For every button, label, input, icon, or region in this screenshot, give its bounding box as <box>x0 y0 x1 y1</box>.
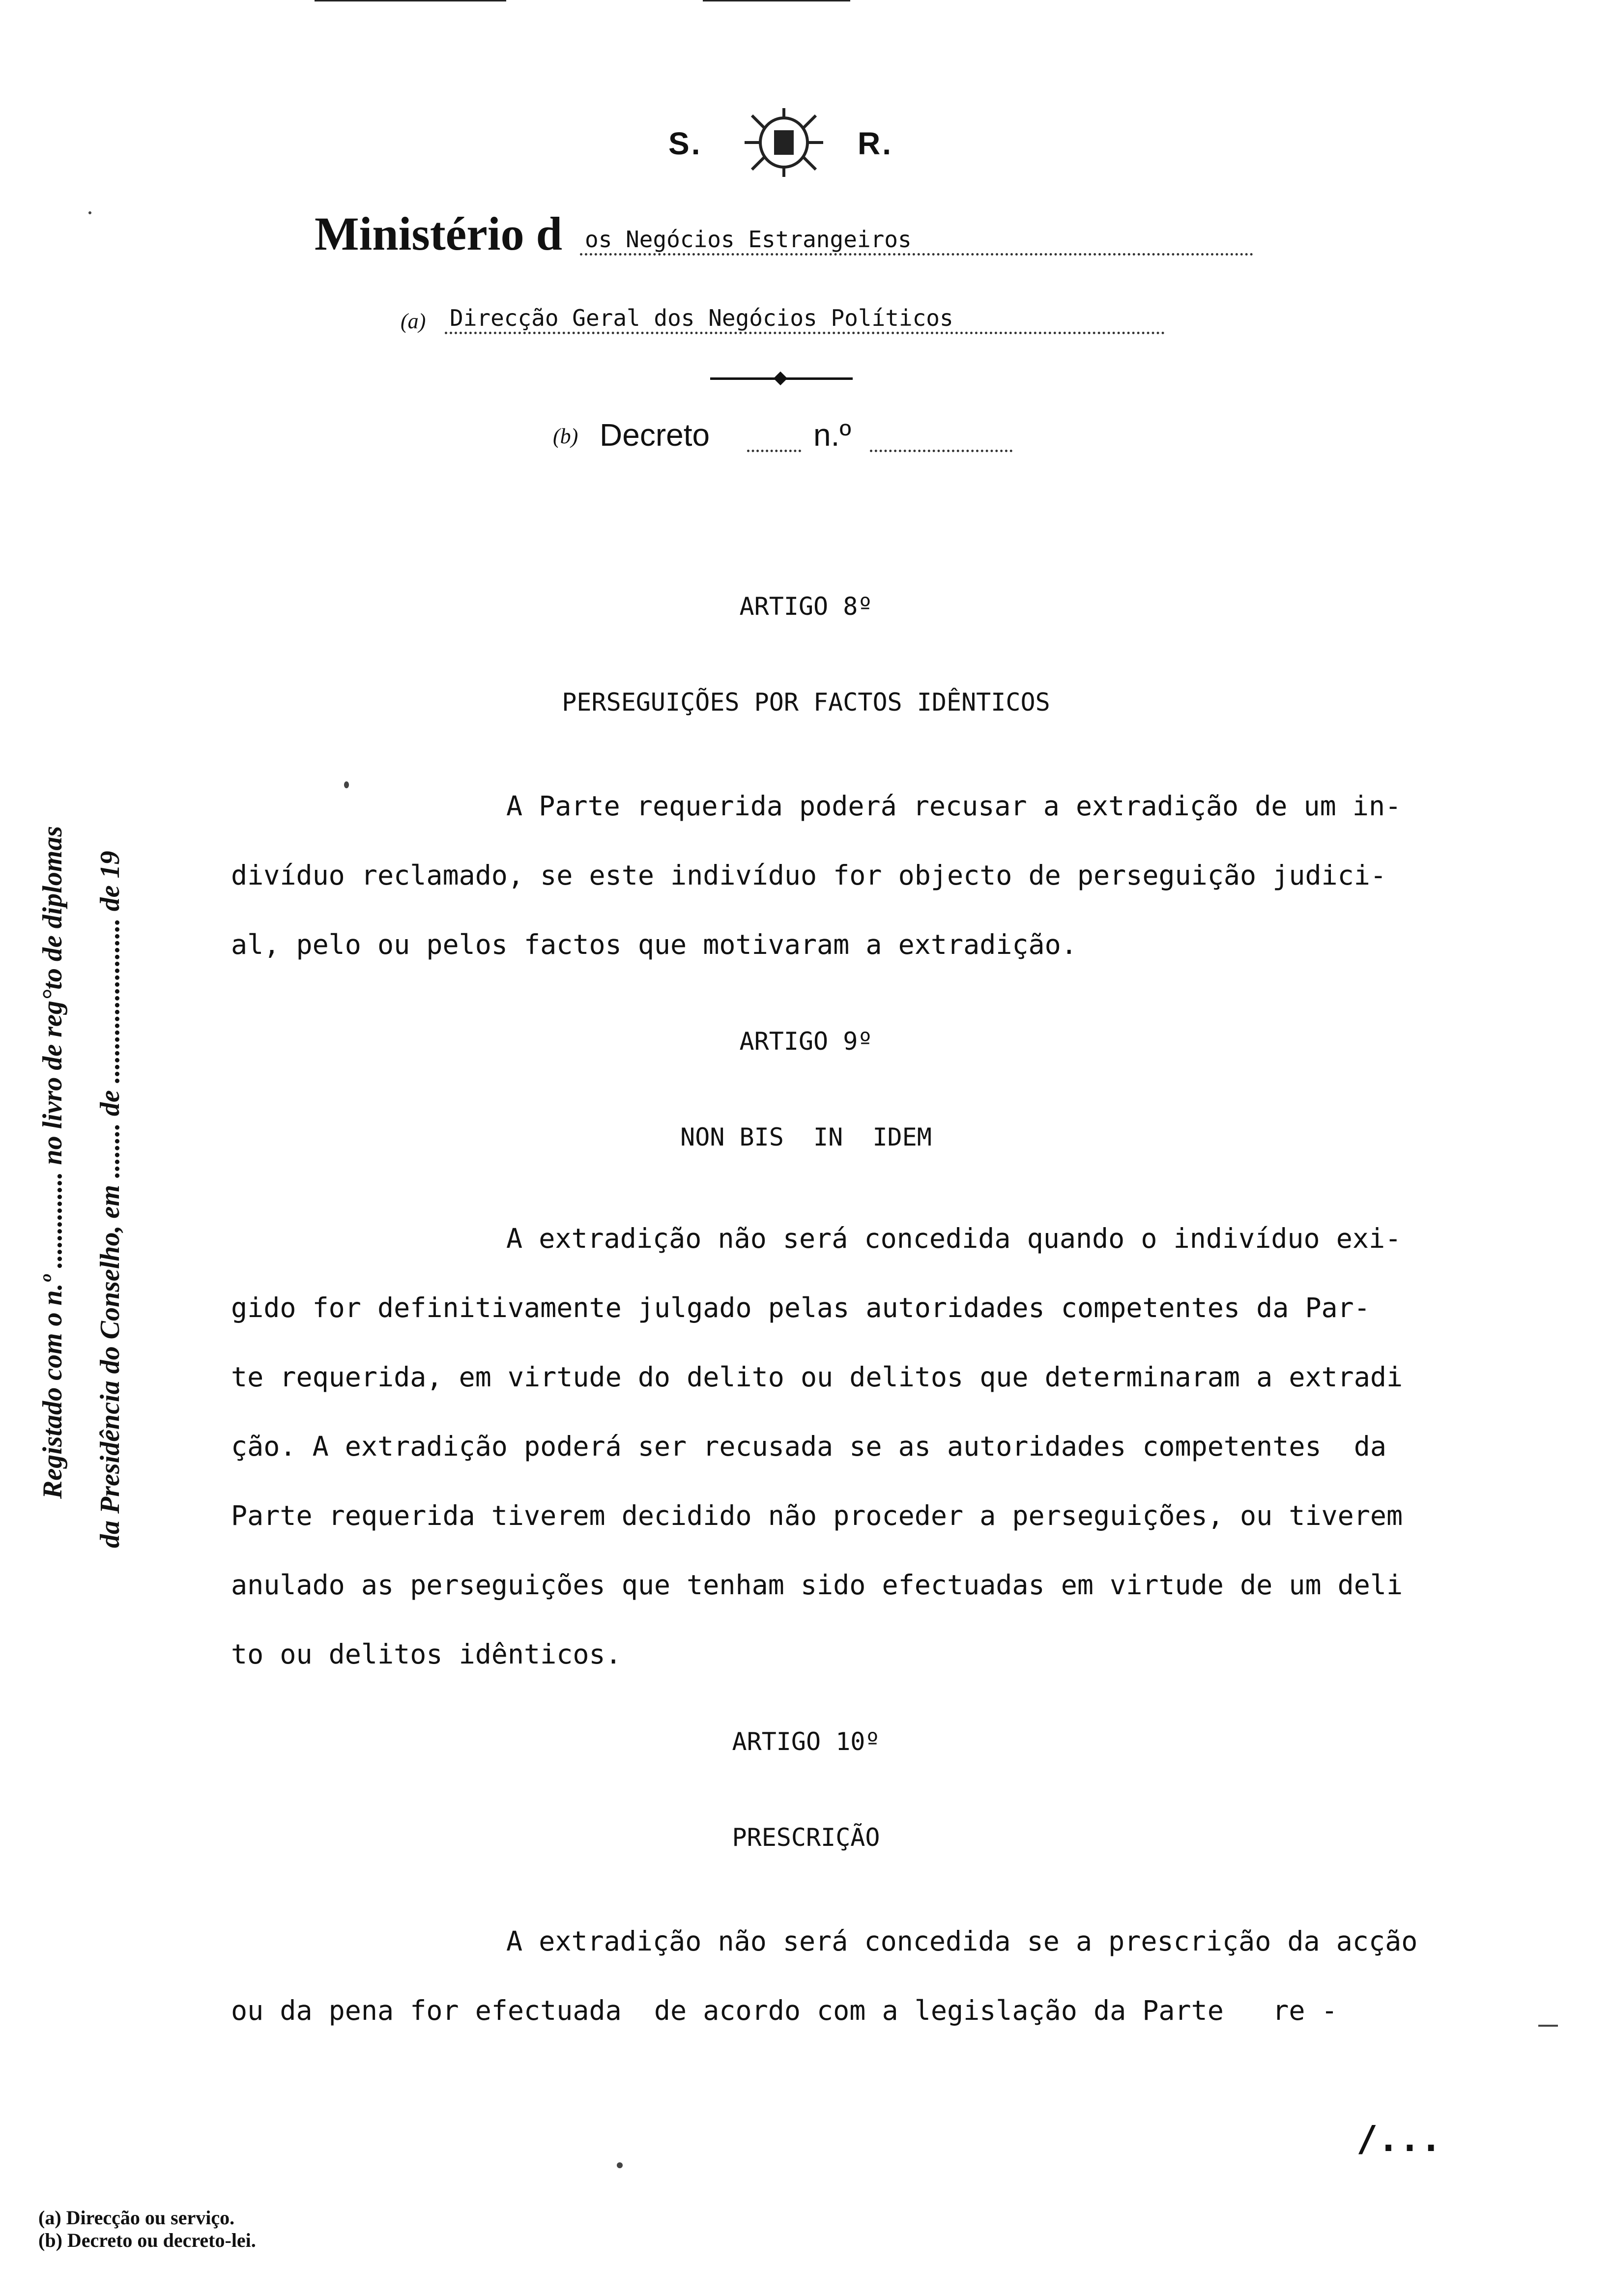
article-9-title: NON BIS IN IDEM <box>680 1123 932 1151</box>
decree-number-dotted-line <box>870 450 1012 452</box>
scan-speck <box>617 2162 623 2168</box>
coat-of-arms-seal <box>742 106 826 179</box>
decree-marker: (b) <box>553 424 578 448</box>
article-8-number: ARTIGO 8º <box>739 592 873 621</box>
top-edge-rule <box>703 0 850 1</box>
right-initial: R. <box>858 126 893 161</box>
ministry-name: os Negócios Estrangeiros <box>585 226 912 253</box>
ministry-label: Ministério d <box>315 207 562 260</box>
article-8-line-3: al, pelo ou pelos factos que motivaram a extradição. <box>231 929 1077 960</box>
article-8-body <box>231 772 1548 979</box>
scan-speck <box>88 211 91 214</box>
decree-label: Decreto <box>600 417 710 453</box>
directorate-dotted-line <box>445 332 1165 334</box>
article-8-line-2: divíduo reclamado, se este indivíduo for objecto de perseguição judici- <box>231 860 1387 891</box>
ornament-diamond <box>774 372 787 385</box>
article-8-line-1: A Parte requerida poderá recusar a extradição de um in- <box>506 790 1402 822</box>
article-9-line-4: ção. A extradição poderá ser recusada se as autoridades competentes da <box>231 1431 1387 1462</box>
footnote-b: (b) Decreto ou decreto-lei. <box>38 2229 256 2251</box>
article-10-number: ARTIGO 10º <box>732 1727 880 1756</box>
margin-registry-line-2: da Presidência do Conselho, em ........ de ........................ de 19 <box>95 851 125 1548</box>
article-10-line-1: A extradição não será concedida se a prescrição da acção <box>506 1925 1418 1957</box>
article-10-title: PRESCRIÇÃO <box>732 1823 880 1852</box>
article-8-title: PERSEGUIÇÕES POR FACTOS IDÊNTICOS <box>562 688 1050 717</box>
footnotes <box>38 2207 256 2252</box>
number-label: n.º <box>813 417 851 453</box>
top-edge-rule <box>315 0 506 1</box>
article-9-number: ARTIGO 9º <box>739 1027 873 1056</box>
article-9-line-6: anulado as perseguições que tenham sido efectuadas em virtude de um deli <box>231 1569 1403 1601</box>
scan-speck <box>1538 2025 1558 2027</box>
decree-type-dotted-line <box>747 450 801 452</box>
article-9-body <box>231 1204 1548 1689</box>
article-9-line-5: Parte requerida tiverem decidido não proceder a perseguições, ou tiverem <box>231 1500 1403 1531</box>
continuation-mark: /... <box>1356 2118 1442 2159</box>
ministry-dotted-line <box>580 253 1253 256</box>
article-9-line-1: A extradição não será concedida quando o indivíduo exi- <box>506 1223 1402 1254</box>
directorate-name: Direcção Geral dos Negócios Políticos <box>450 305 953 331</box>
article-9-line-7: to ou delitos idênticos. <box>231 1638 622 1670</box>
footnote-a: (a) Direcção ou serviço. <box>38 2207 235 2229</box>
article-10-body <box>231 1907 1548 2045</box>
left-initial: S. <box>668 126 702 161</box>
article-9-line-3: te requerida, em virtude do delito ou delitos que determinaram a extradi <box>231 1361 1403 1393</box>
directorate-marker: (a) <box>401 309 426 333</box>
article-9-line-2: gido for definitivamente julgado pelas autoridades competentes da Par- <box>231 1292 1370 1323</box>
margin-registry-line-1: Registado com o n.º .............. no livro de reg°to de diplomas <box>37 826 68 1499</box>
article-10-line-2: ou da pena for efectuada de acordo com a legislação da Parte re - <box>231 1995 1338 2026</box>
scan-speck <box>344 781 349 788</box>
